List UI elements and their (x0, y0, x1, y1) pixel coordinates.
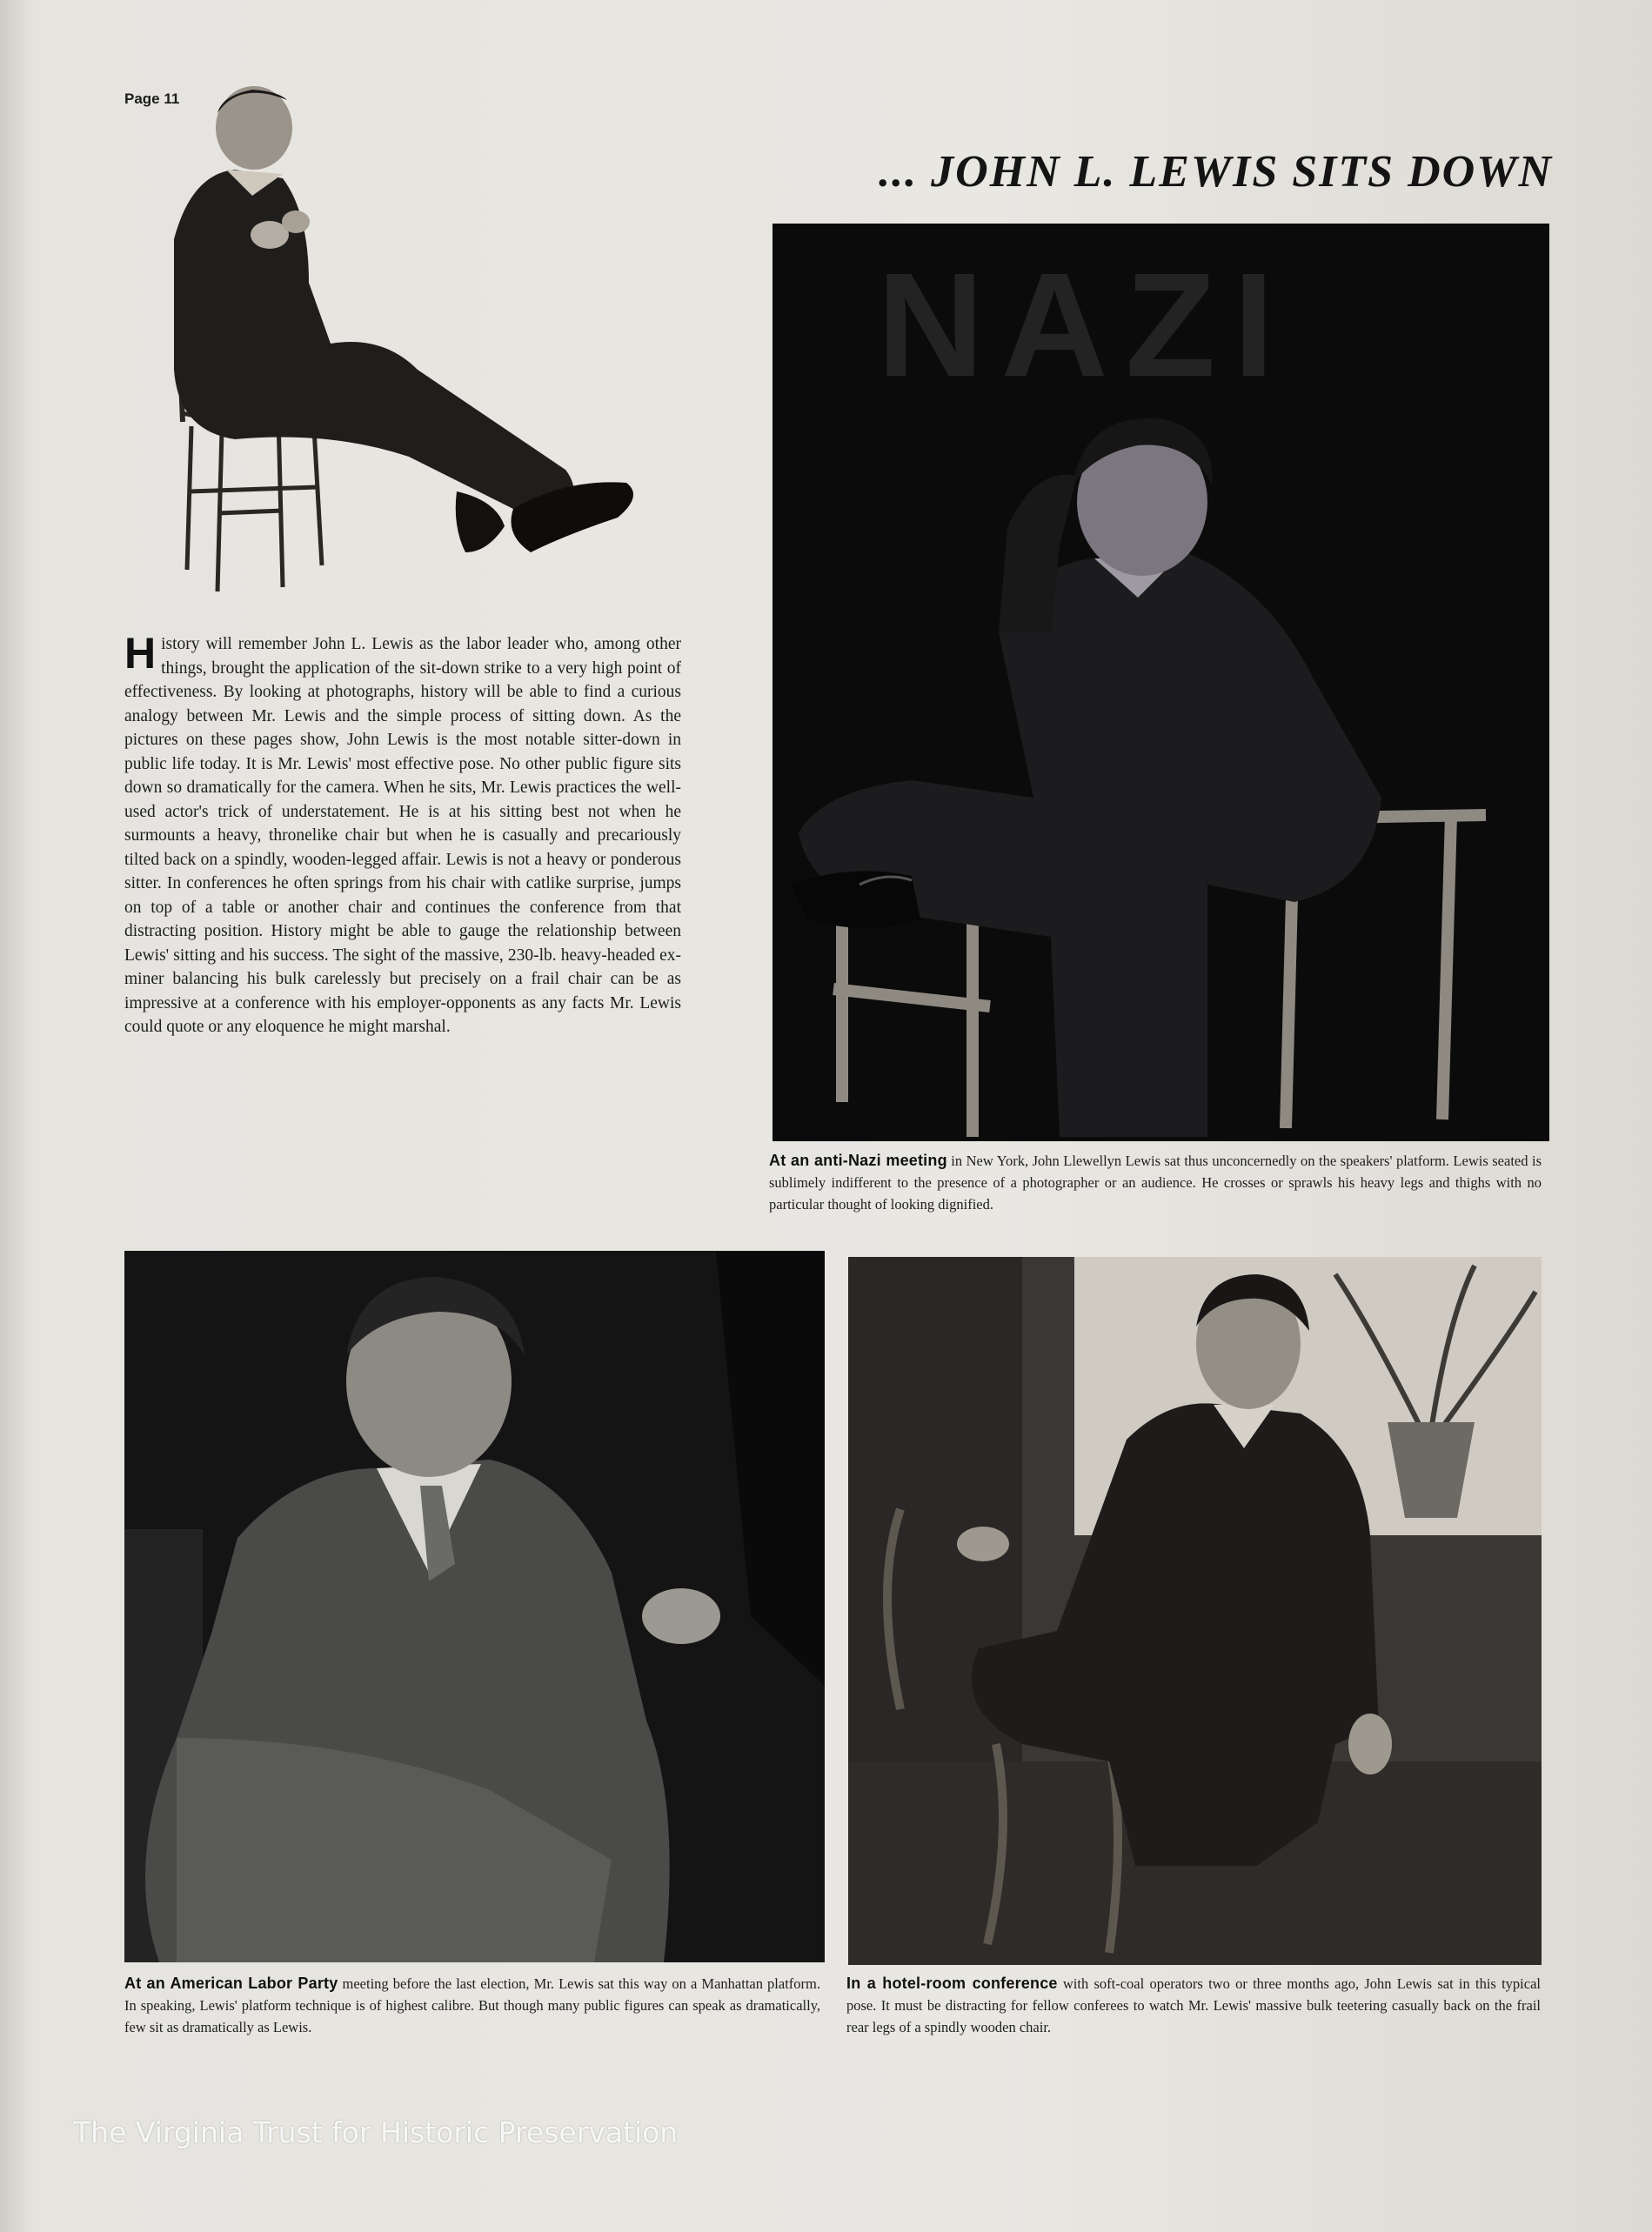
article-body (124, 629, 681, 1039)
drop-cap: H (124, 629, 157, 678)
photo-american-labor-party (124, 1251, 825, 1962)
photo-hotel-room-conference (848, 1257, 1542, 1965)
caption-hotel-room-lead: In a hotel-room conference (846, 1975, 1058, 1992)
caption-anti-nazi (769, 1150, 1542, 1215)
photo-anti-nazi-meeting (772, 224, 1549, 1141)
caption-labor-party (124, 1973, 820, 2038)
caption-hotel-room (846, 1973, 1541, 2038)
caption-anti-nazi-text: in New York, John Llewellyn Lewis sat thus unconcernedly on the speakers' platform. Lewis seated is sublimely indifferent to the presence of a photographer or an audience. He crosses or sprawls his heavy legs and thighs with no particular thought of looking dignified. (769, 1153, 1542, 1213)
page-number: Page 11 (124, 90, 180, 107)
caption-anti-nazi-lead: At an anti-Nazi meeting (769, 1152, 947, 1169)
caption-hotel-room-text: with soft-coal operators two or three months ago, John Lewis sat in this typical pose. It must be distracting for fellow conferees to watch Mr. Lewis' massive bulk teetering casually back on the frail rear legs of a spindly wooden chair. (846, 1975, 1541, 2035)
banner-text: NAZI (877, 243, 1292, 408)
article-text: istory will remember John L. Lewis as the labor leader who, among other things, brought the application of the sit-down strike to a very high point of effectiveness. By looking at photographs, history will be able to find a curious analogy between Mr. Lewis and the simple process of sitting down. As the pictures on these pages show, John Lewis is the most notable sitter-down in public life today. It is Mr. Lewis' most effective pose. No other public figure sits down so dramatically for the camera. When he sits, Mr. Lewis practices the well-used actor's trick of understatement. He is at his sitting best not when he surmounts a heavy, thronelike chair but when he is casually and precariously tilted back on a spindly, wooden-legged affair. Lewis is not a heavy or ponderous sitter. In conferences he often springs from his chair with catlike surprise, jumps on top of a table or another chair and continues the conference from that distracting position. History might be able to gauge the relationship between Lewis' sitting and his success. The sight of the massive, 230-lb. heavy-headed ex-miner balancing his bulk carelessly but precisely on a frail chair can be as impressive at a conference with his employer-opponents as any facts Mr. Lewis could quote or any eloquence he might marshal. (124, 635, 681, 1036)
headline: ... JOHN L. LEWIS SITS DOWN (879, 147, 1553, 197)
watermark: The Virginia Trust for Historic Preservation (73, 2115, 679, 2149)
caption-labor-party-lead: At an American Labor Party (124, 1975, 338, 1992)
cutout-photo-man-on-chair (157, 83, 687, 596)
caption-labor-party-text: meeting before the last election, Mr. Lewis sat this way on a Manhattan platform. In speaking, Lewis' platform technique is of highest calibre. But though many public figures can speak as dramatically, few sit as dramatically as Lewis. (124, 1975, 820, 2035)
